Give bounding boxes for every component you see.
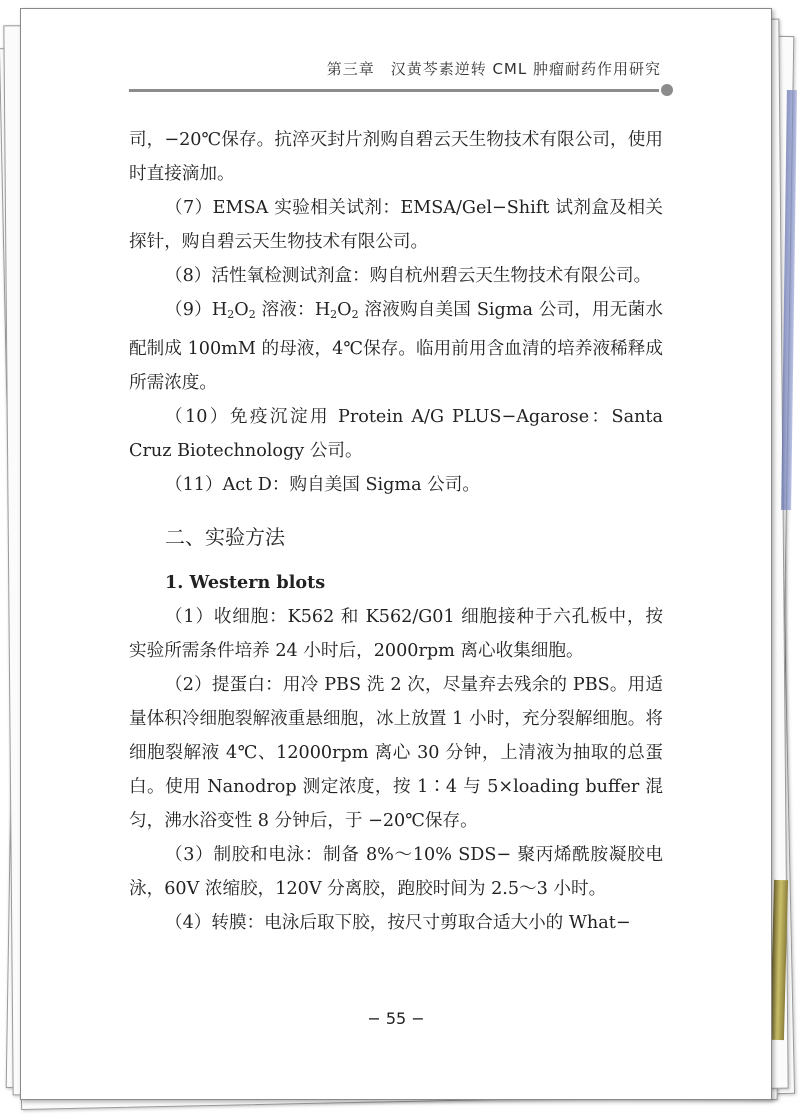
header-dot xyxy=(661,84,673,96)
paragraph: （1）收细胞：K562 和 K562/G01 细胞接种于六孔板中，按实验所需条件培养 24 小时后，2000rpm 离心收集细胞。 xyxy=(129,607,663,661)
section-title: 二、实验方法 xyxy=(165,525,285,549)
paragraph: （11）Act D：购自美国 Sigma 公司。 xyxy=(165,475,480,495)
body-text xyxy=(129,123,663,940)
text-run: 溶液：H xyxy=(255,300,331,320)
paragraph: （2）提蛋白：用冷 PBS 洗 2 次，尽量弃去残余的 PBS。用适量体积冷细胞裂解液重悬细胞，冰上放置 1 小时，充分裂解细胞。将细胞裂解液 4℃、12000rpm 离心 30 分钟，上清液为抽取的总蛋白。使用 Nanodrop 测定浓度，按 1∶4 与 5×loading buffer 混匀，沸水浴变性 8 分钟后，于 −20℃保存。 xyxy=(129,675,663,831)
document-page xyxy=(20,8,772,1100)
page-number: − 55 − xyxy=(367,1009,425,1028)
subscript: 2 xyxy=(330,308,338,321)
paragraph xyxy=(129,293,663,400)
paragraph: （4）转膜：电泳后取下胶，按尺寸剪取合适大小的 What− xyxy=(165,913,631,933)
paragraph: 司，−20℃保存。抗淬灭封片剂购自碧云天生物技术有限公司，使用时直接滴加。 xyxy=(129,130,663,184)
subscript: 2 xyxy=(248,308,256,321)
running-head: 第三章 汉黄芩素逆转 CML 肿瘤耐药作用研究 xyxy=(326,60,661,78)
paragraph: （10）免疫沉淀用 Protein A/G PLUS−Agarose：Santa Cruz Biotechnology 公司。 xyxy=(129,407,663,461)
paragraph: （7）EMSA 实验相关试剂：EMSA/Gel−Shift 试剂盒及相关探针，购自碧云天生物技术有限公司。 xyxy=(129,198,663,252)
subscript: 2 xyxy=(351,308,359,321)
text-run: 溶液购自美国 Sigma 公司，用无菌水配制成 100mM 的母液，4℃保存。临用前用含血清的培养液稀释成所需浓度。 xyxy=(129,300,663,393)
text-run: （9）H xyxy=(165,300,228,320)
subsection-title: 1. Western blots xyxy=(165,572,326,593)
text-run: O xyxy=(337,300,352,320)
text-run: O xyxy=(234,300,249,320)
subscript: 2 xyxy=(227,308,235,321)
paragraph: （8）活性氧检测试剂盒：购自杭州碧云天生物技术有限公司。 xyxy=(165,266,652,286)
header-rule xyxy=(129,89,659,92)
paragraph: （3）制胶和电泳：制备 8%～10% SDS− 聚丙烯酰胺凝胶电泳，60V 浓缩胶，120V 分离胶，跑胶时间为 2.5～3 小时。 xyxy=(129,845,663,899)
